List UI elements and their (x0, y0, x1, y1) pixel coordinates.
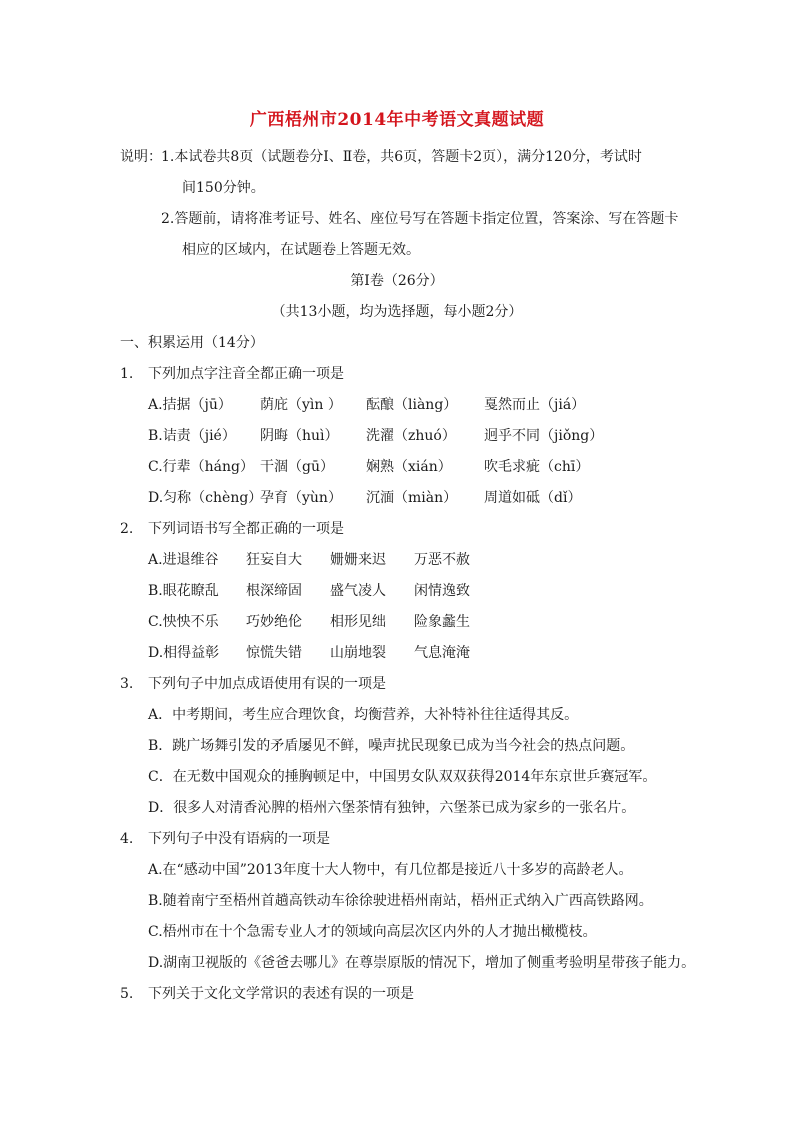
option-a: A.进退维谷 (148, 552, 219, 568)
option-d-word-4: 周道如砥（dǐ） (484, 490, 582, 506)
option-b: B.眼花瞭乱 (148, 583, 219, 599)
question-number: 5. (120, 986, 134, 1002)
option-d: D.匀称（chèng） (148, 490, 263, 506)
option-d-word-3: 沉湎（miàn） (366, 490, 458, 506)
option-b: B．跳广场舞引发的矛盾屡见不鲜，噪声扰民现象已成为当今社会的热点问题。 (148, 738, 635, 754)
option-c: C.梧州市在十个急需专业人才的领域向高层次区内外的人才抛出橄榄枝。 (148, 924, 597, 940)
part-subheading: （共13小题，均为选择题，每小题2分） (271, 304, 523, 320)
option-c-word-3: 娴熟（xián） (366, 459, 452, 475)
option-a-word-3: 姗姗来迟 (330, 552, 386, 568)
option-a: A.在“感动中国”2013年度十大人物中，有几位都是接近八十多岁的高龄老人。 (148, 862, 633, 878)
option-c-word-2: 干涸（gū） (260, 459, 334, 475)
option-a-word-4: 万恶不赦 (414, 552, 470, 568)
question-number: 2. (120, 521, 134, 537)
option-d-word-2: 惊慌失错 (246, 645, 302, 661)
option-d: D.相得益彰 (148, 645, 220, 661)
part-heading: 第Ⅰ卷（26分） (350, 273, 444, 289)
question-stem: 下列句子中加点成语使用有误的一项是 (148, 676, 386, 692)
option-b-word-3: 盛气凌人 (330, 583, 386, 599)
section-heading: 一、积累运用（14分） (120, 335, 264, 351)
option-a-word-3: 酝酿（liàng） (366, 397, 458, 413)
question-number: 3. (120, 676, 134, 692)
notes-label: 说明： (120, 149, 162, 165)
option-b-word-2: 根深缔固 (246, 583, 302, 599)
note-1-line-1: 1.本试卷共8页（试题卷分Ⅰ、Ⅱ卷，共6页，答题卡2页），满分120分，考试时 (161, 149, 642, 165)
question-number: 4. (120, 831, 134, 847)
page-title: 广西梧州市2014年中考语文真题试题 (249, 110, 545, 130)
question-stem: 下列加点字注音全都正确一项是 (148, 366, 344, 382)
option-c: C.行辈（háng） (148, 459, 255, 475)
option-a: A.拮据（jū） (148, 397, 232, 413)
note-2-line-1: 2.答题前，请将准考证号、姓名、座位号写在答题卡指定位置，答案涂、写在答题卡 (161, 211, 679, 227)
option-a-word-2: 狂妄自大 (246, 552, 302, 568)
option-c: C．在无数中国观众的捶胸顿足中，中国男女队双双获得2014年东京世乒赛冠军。 (148, 769, 657, 785)
option-a-word-4: 戛然而止（jiá） (484, 397, 586, 413)
option-b: B.随着南宁至梧州首趟高铁动车徐徐驶进梧州南站，梧州正式纳入广西高铁路网。 (148, 893, 653, 909)
question-stem: 下列关于文化文学常识的表述有误的一项是 (148, 986, 414, 1002)
option-b: B.诘责（jié） (148, 428, 236, 444)
option-c-word-3: 相形见绌 (330, 614, 386, 630)
option-b-word-4: 闲情逸致 (414, 583, 470, 599)
option-a-word-2: 荫庇（yìn ） (260, 397, 342, 413)
option-c-word-2: 巧妙绝伦 (246, 614, 302, 630)
option-c-word-4: 险象蠡生 (414, 614, 470, 630)
note-1-line-2: 间150分钟。 (182, 180, 265, 196)
option-b-word-3: 洗濯（zhuó） (366, 428, 456, 444)
option-c: C.怏怏不乐 (148, 614, 219, 630)
question-stem: 下列词语书写全都正确的一项是 (148, 521, 344, 537)
option-d: D．很多人对清香沁脾的梧州六堡茶情有独钟，六堡茶已成为家乡的一张名片。 (148, 800, 636, 816)
option-c-word-4: 吹毛求疵（chī） (484, 459, 590, 475)
option-b-word-4: 迥乎不同（jiǒng） (484, 428, 604, 444)
option-a: A．中考期间，考生应合理饮食，均衡营养，大补特补往往适得其反。 (148, 707, 579, 723)
option-d: D.湖南卫视版的《爸爸去哪儿》在尊崇原版的情况下，增加了侧重考验明星带孩子能力。 (148, 955, 696, 971)
option-d-word-3: 山崩地裂 (330, 645, 386, 661)
option-b-word-2: 阴晦（huì） (260, 428, 339, 444)
question-number: 1. (120, 366, 134, 382)
question-stem: 下列句子中没有语病的一项是 (148, 831, 330, 847)
note-2-line-2: 相应的区域内，在试题卷上答题无效。 (182, 242, 420, 258)
option-d-word-4: 气息淹淹 (414, 645, 470, 661)
option-d-word-2: 孕育（yùn） (260, 490, 342, 506)
